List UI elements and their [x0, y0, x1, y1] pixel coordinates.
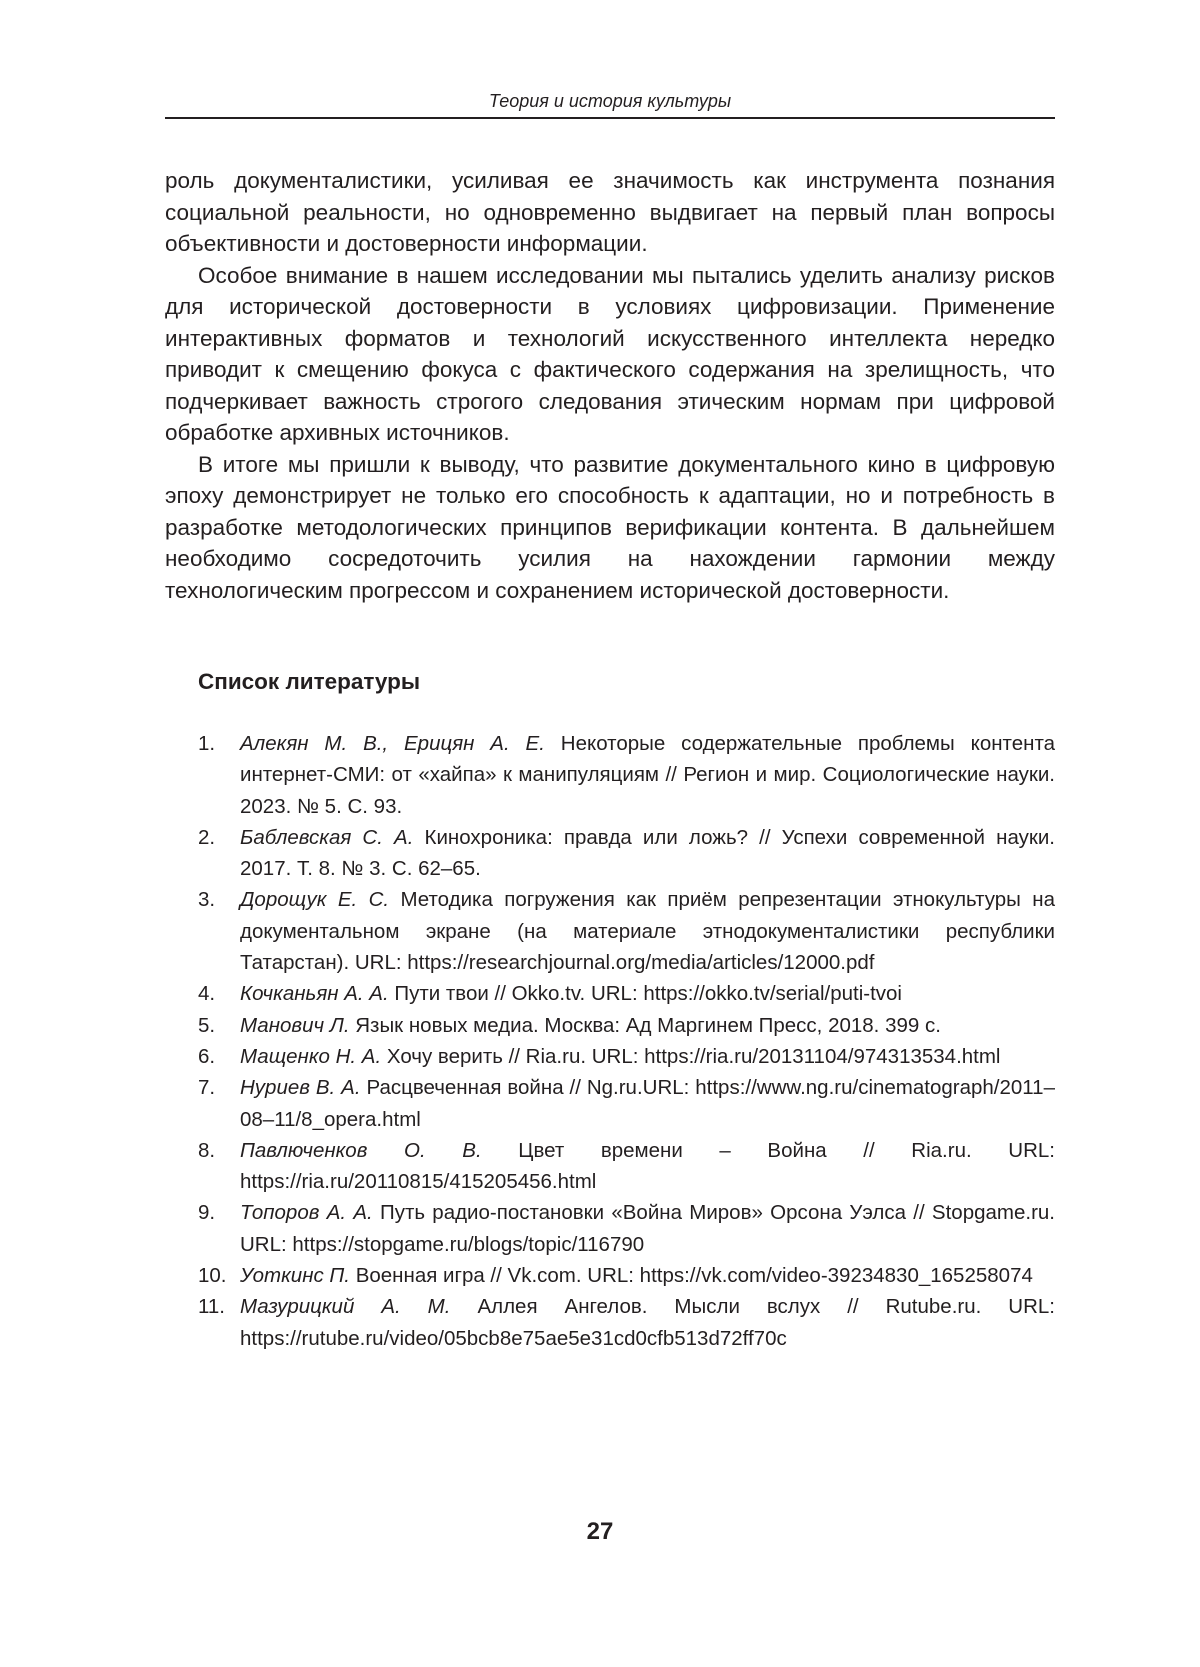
reference-text: Военная игра // Vk.com. URL: https://vk.com/video-39234830_165258074 [350, 1264, 1033, 1288]
body-paragraph: роль документалистики, усиливая ее значимость как инструмента познания социальной реальности, но одновременно выдвигает на первый план вопросы объективности и достоверности информации. [165, 168, 1055, 256]
running-head-title: Теория и история культуры [488, 91, 732, 111]
reference-number: 8. [198, 1138, 216, 1162]
reference-number: 5. [198, 1013, 216, 1037]
reference-item [198, 1072, 1055, 1135]
reference-item [198, 1010, 1055, 1041]
reference-number: 1. [198, 732, 216, 755]
reference-authors: Нуриев В. А. [240, 1076, 361, 1100]
reference-number: 10. [198, 1264, 227, 1288]
header-divider [165, 117, 1055, 119]
reference-number: 3. [198, 888, 216, 912]
body-paragraph: В итоге мы пришли к выводу, что развитие документального кино в цифровую эпоху демонстрирует не только его способность к адаптации, но и потребность в разработке методологических принципов верификации контента. В дальнейшем необходимо сосредоточить усилия на нахождении гармонии между технологическим прогрессом и сохранением исторической достоверности. [165, 451, 1055, 603]
reference-authors: Баблевская С. А. [240, 825, 414, 849]
reference-authors: Манович Л. [240, 1013, 350, 1037]
reference-item [198, 1291, 1055, 1354]
reference-number: 6. [198, 1044, 216, 1068]
reference-authors: Дорощук Е. С. [240, 888, 390, 912]
references-list [198, 728, 1055, 1354]
reference-authors: Мащенко Н. А. [240, 1044, 382, 1068]
reference-text: Хочу верить // Ria.ru. URL: https://ria.ru/20131104/974313534.html [381, 1044, 1001, 1068]
reference-authors: Уоткинс П. [240, 1264, 350, 1288]
reference-number: 9. [198, 1201, 216, 1225]
reference-text: Методика погружения как приём репрезентации этнокультуры на документальном экране (на материале этнодокументалистики республики Татарстан). URL: https://researchjournal.org/media/articles/12000.pdf [240, 888, 1055, 975]
reference-authors: Топоров А. А. [240, 1201, 373, 1225]
reference-authors: Кочканьян А. А. [240, 982, 389, 1006]
reference-number: 4. [198, 982, 216, 1006]
reference-text: Некоторые содержательные проблемы контента интернет-СМИ: от «хайпа» к манипуляциям // Регион и мир. Социологические науки. 2023. № 5. С. 93. [240, 732, 1056, 818]
reference-number: 2. [198, 825, 216, 849]
reference-text: Язык новых медиа. Москва: Ад Маргинем Пресс, 2018. 399 с. [349, 1013, 941, 1037]
reference-authors: Павлюченков О. В. [240, 1138, 482, 1162]
reference-number: 11. [198, 1295, 225, 1319]
reference-item [198, 978, 1055, 1009]
reference-item [198, 1041, 1055, 1072]
reference-text: Расцвеченная война // Ng.ru.URL: https://www.ng.ru/cinematograph/2011–08–11/8_opera.html [240, 1076, 1055, 1131]
reference-item [198, 884, 1055, 978]
reference-item [198, 1260, 1055, 1291]
reference-authors: Алекян М. В., Ерицян А. Е. [240, 732, 545, 755]
reference-text: Аллея Ангелов. Мысли вслух // Rutube.ru. URL: https://rutube.ru/video/05bcb8e75ae5e31cd0cfb513d72ff70c [240, 1295, 1055, 1350]
reference-item [198, 1197, 1055, 1260]
reference-item [198, 1135, 1055, 1198]
body-text [165, 165, 1055, 606]
reference-item [198, 822, 1055, 885]
reference-text: Кинохроника: правда или ложь? // Успехи современной науки. 2017. Т. 8. № 3. С. 62–65. [240, 825, 1055, 881]
body-paragraph: Особое внимание в нашем исследовании мы пытались уделить анализу рисков для исторической достоверности в условиях цифровизации. Применение интерактивных форматов и технологий искусственного интеллекта нередко приводит к смещению фокуса с фактического содержания на зрелищность, что подчеркивает важность строгого следования этическим нормам при цифровой обработке архивных источников. [165, 262, 1055, 445]
references-title: Список литературы [198, 669, 421, 694]
reference-text: Цвет времени – Война // Ria.ru. URL: https://ria.ru/20110815/415205456.html [240, 1138, 1055, 1194]
reference-item [198, 728, 1055, 822]
reference-authors: Мазурицкий А. М. [240, 1295, 451, 1319]
reference-text: Путь радио-постановки «Война Миров» Орсона Уэлса // Stopgame.ru. URL: https://stopgame.ru/blogs/topic/116790 [240, 1201, 1055, 1256]
reference-text: Пути твои // Okko.tv. URL: https://okko.tv/serial/puti-tvoi [388, 982, 902, 1006]
page-number: 27 [586, 1518, 614, 1545]
reference-number: 7. [198, 1076, 216, 1100]
